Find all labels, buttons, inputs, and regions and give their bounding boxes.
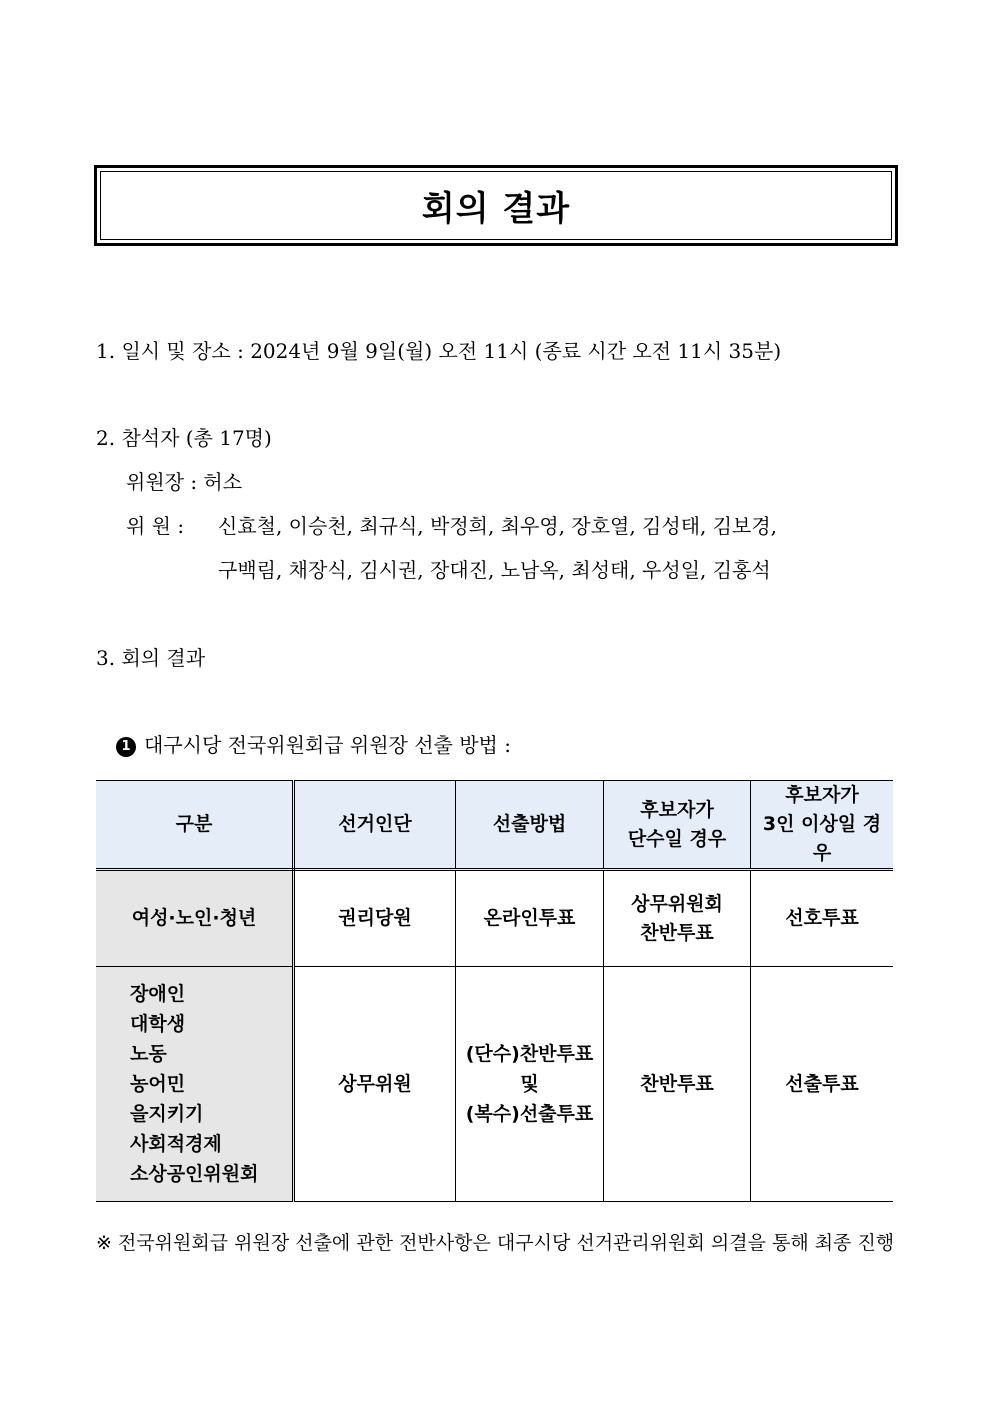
table-header-row	[96, 781, 893, 870]
row2-category-item: 을지키기	[130, 1103, 204, 1125]
header-electorate: 선거인단	[294, 781, 456, 870]
row2-method-line-2: 및	[520, 1073, 539, 1095]
table-row	[96, 870, 893, 967]
row1-electorate: 권리당원	[294, 870, 456, 967]
row2-category-item: 농어민	[130, 1073, 186, 1095]
row2-categories	[96, 967, 294, 1202]
row2-category-item: 소상공인위원회	[130, 1163, 259, 1185]
row1-method: 온라인투표	[456, 870, 604, 967]
chair-line: 위원장 : 허소	[126, 470, 243, 494]
row2-category-item: 노동	[130, 1043, 167, 1065]
row2-three-plus: 선출투표	[751, 967, 894, 1202]
row1-single-line-2: 찬반투표	[640, 921, 714, 944]
row2-single: 찬반투표	[604, 967, 751, 1202]
row2-electorate: 상무위원	[294, 967, 456, 1202]
members-line-1: 신효철, 이승천, 최규식, 박정희, 최우영, 장호열, 김성태, 김보경,	[218, 514, 778, 538]
item-1-label: 대구시당 전국위원회급 위원장 선출 방법 :	[144, 733, 511, 757]
section-1-datetime-place: 1. 일시 및 장소 : 2024년 9월 9일(월) 오전 11시 (종료 시간 오전 11시 35분)	[96, 339, 782, 363]
row2-method	[456, 967, 604, 1202]
row1-single-line-1: 상무위원회	[631, 892, 723, 915]
section-3-result: 3. 회의 결과	[96, 646, 206, 670]
members-line-2: 구백림, 채장식, 김시권, 장대진, 노남옥, 최성태, 우성일, 김홍석	[218, 558, 771, 582]
header-single-line-2: 단수일 경우	[627, 827, 727, 850]
numbered-bullet-icon: 1	[116, 737, 136, 757]
page-title: 회의 결과	[421, 189, 571, 229]
row2-method-line-3: (복수)선출투표	[465, 1103, 594, 1125]
row2-category-item: 사회적경제	[130, 1133, 222, 1155]
item-1-line	[116, 733, 511, 757]
table-row	[96, 967, 893, 1202]
header-three-plus-line-1: 후보자가	[785, 784, 859, 806]
title-box	[94, 165, 898, 246]
election-method-table	[96, 780, 893, 1202]
row2-category-item: 장애인	[130, 983, 186, 1005]
row1-category: 여성·노인·청년	[96, 870, 294, 967]
members-label: 위 원 :	[126, 514, 185, 538]
section-2-attendees: 2. 참석자 (총 17명)	[96, 426, 272, 450]
footnote: ※ 전국위원회급 위원장 선출에 관한 전반사항은 대구시당 선거관리위원회 의결을 통해 최종 진행	[96, 1232, 895, 1254]
row1-single	[604, 870, 751, 967]
header-single-line-1: 후보자가	[640, 798, 714, 821]
row2-method-line-1: (단수)찬반투표	[465, 1043, 594, 1065]
row1-three-plus: 선호투표	[751, 870, 894, 967]
header-three-plus-candidates	[751, 781, 894, 870]
header-method: 선출방법	[456, 781, 604, 870]
header-three-plus-line-2: 3인 이상일 경우	[762, 813, 882, 864]
title-inner-border	[100, 171, 892, 240]
row2-category-item: 대학생	[130, 1013, 186, 1035]
header-category: 구분	[96, 781, 294, 870]
header-single-candidate	[604, 781, 751, 870]
